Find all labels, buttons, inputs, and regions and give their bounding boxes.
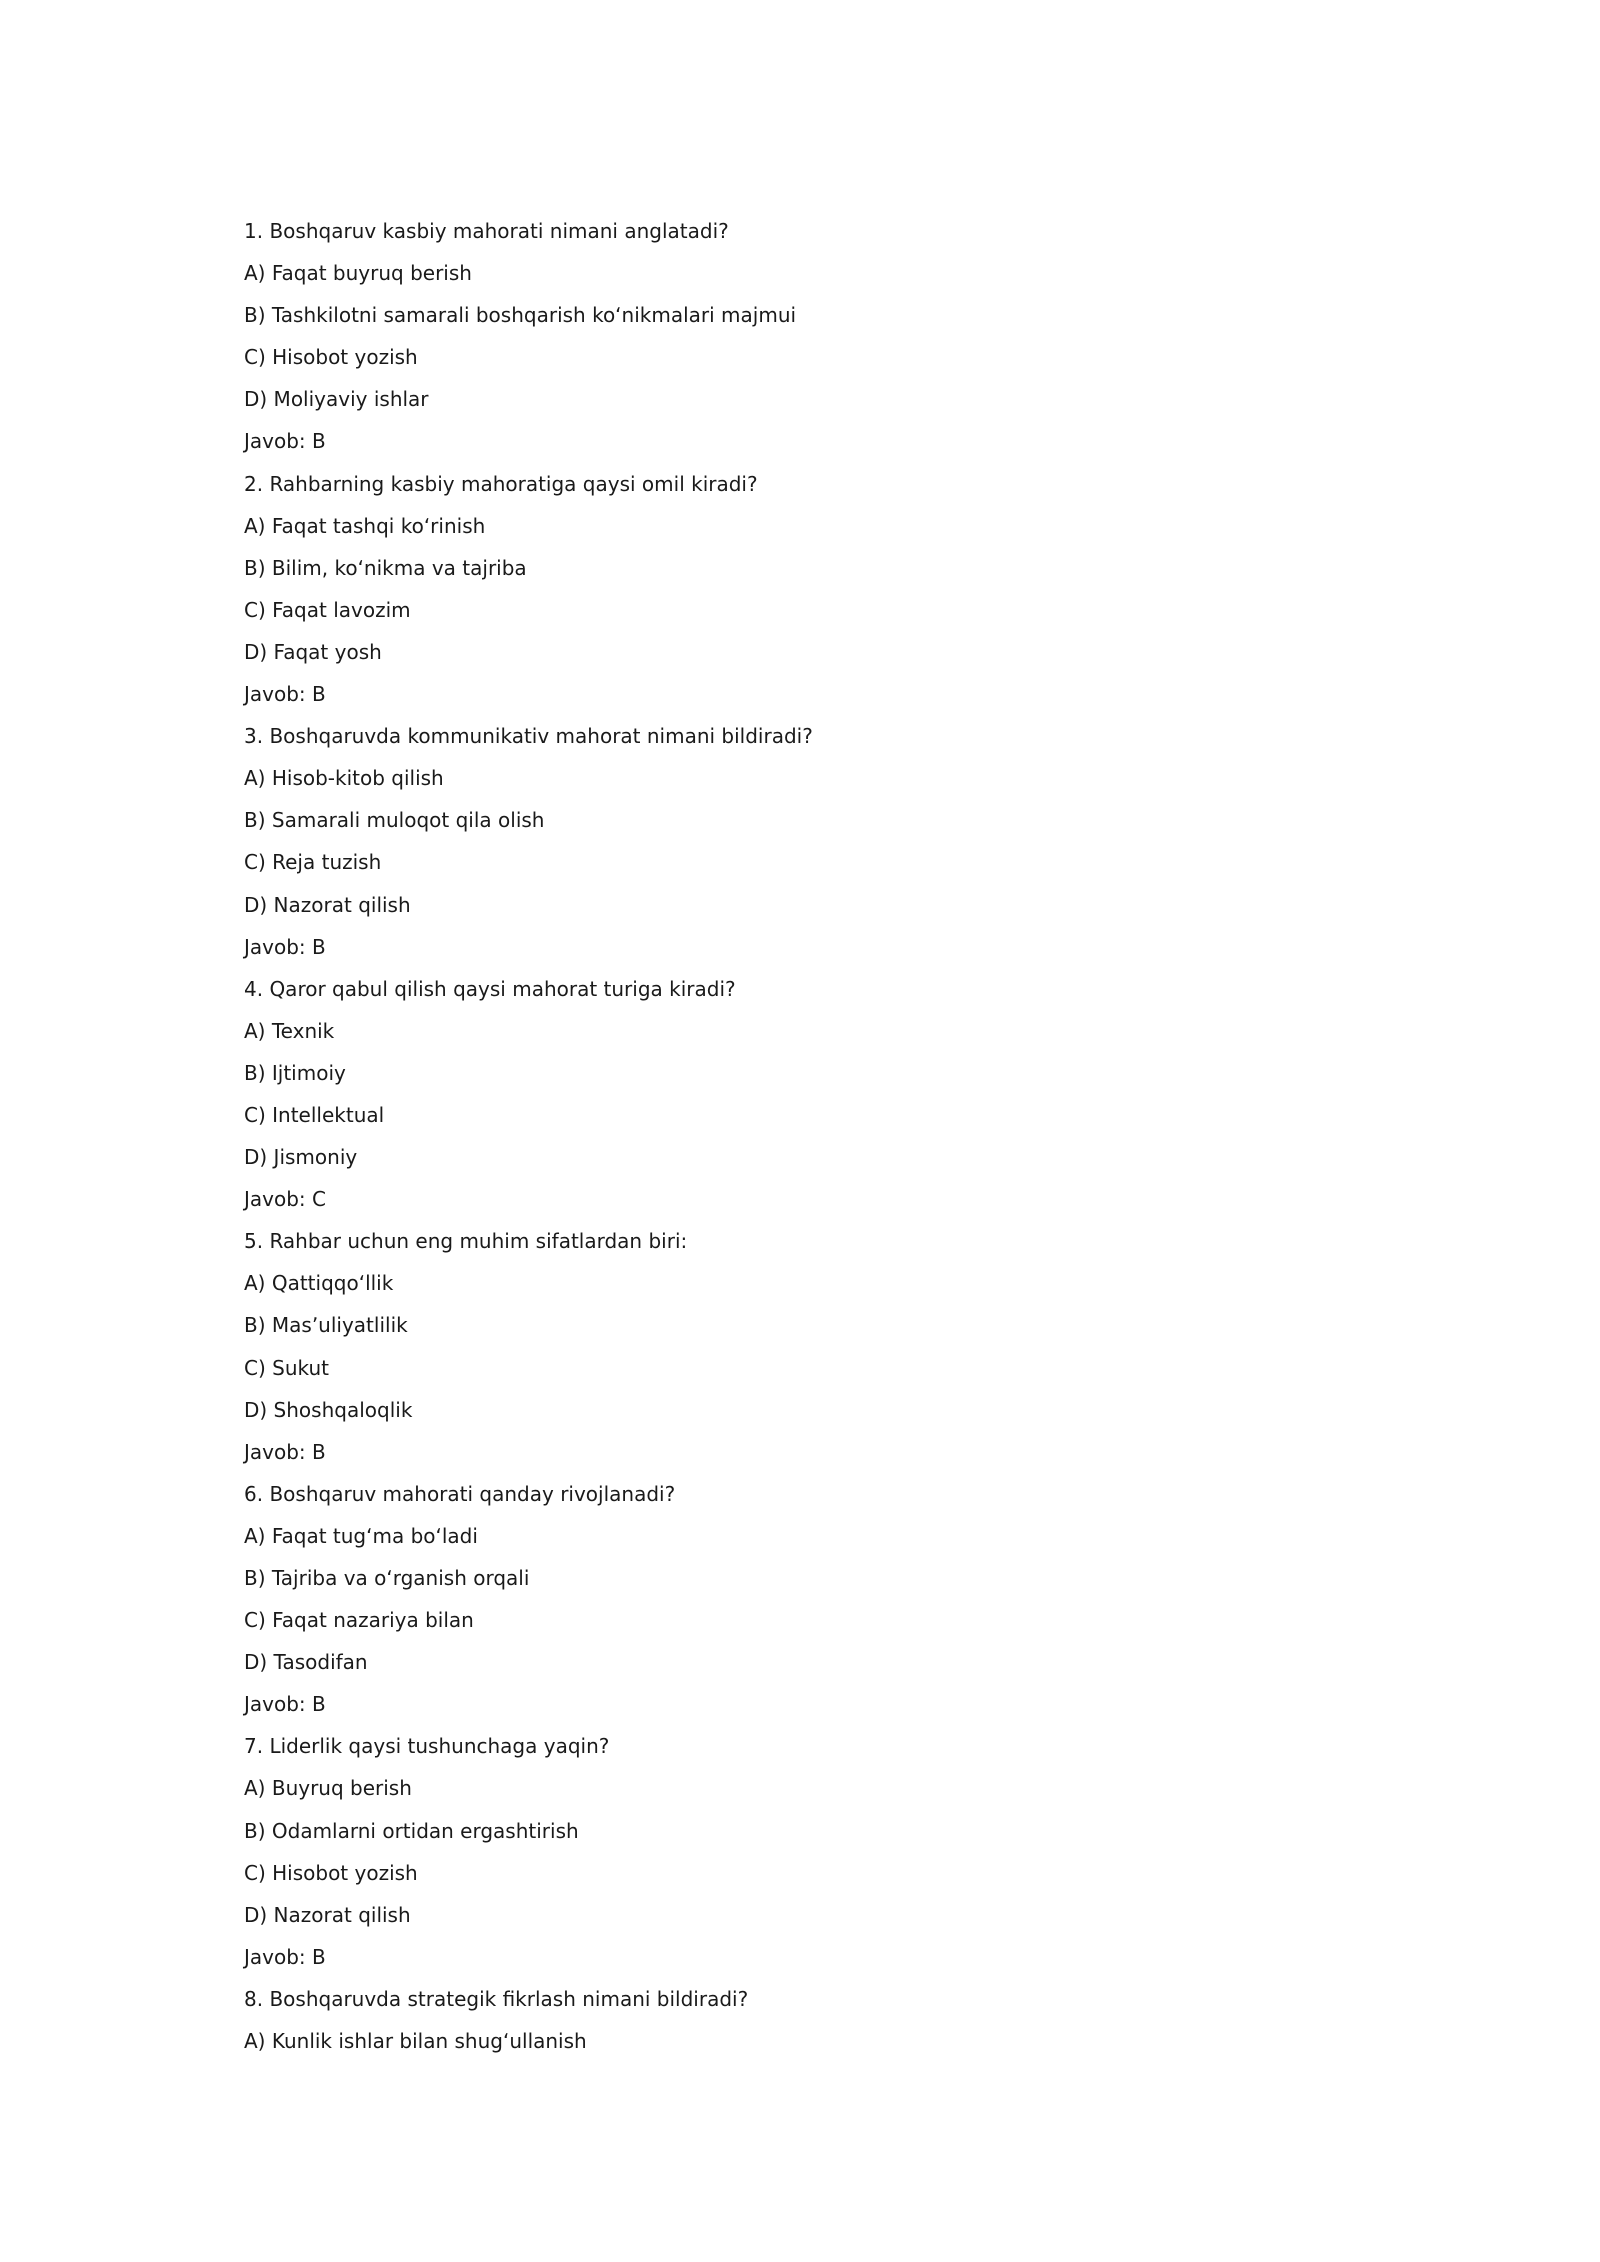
question-text: 1. Boshqaruv kasbiy mahorati nimani anglatadi? [244, 219, 729, 243]
option-d: D) Nazorat qilish [244, 1902, 411, 1927]
option-b: B) Tajriba va oʻrganish orqali [244, 1566, 530, 1590]
option-c: C) Hisobot yozish [244, 1860, 418, 1885]
option-c: C) Faqat lavozim [244, 597, 411, 622]
question-text: 2. Rahbarning kasbiy mahoratiga qaysi omil kiradi? [244, 471, 758, 496]
option-b: B) Masʼuliyatlilik [244, 1313, 408, 1338]
option-b: B) Tashkilotni samarali boshqarish koʻnikmalari majmui [244, 303, 797, 328]
option-b: B) Odamlarni ortidan ergashtirish [244, 1818, 579, 1843]
option-b: B) Ijtimoiy [244, 1060, 346, 1085]
answer-text: Javob: B [244, 682, 326, 707]
answer-text: Javob: B [244, 1692, 326, 1717]
answer-text: Javob: B [244, 1944, 326, 1969]
question-block [244, 719, 1444, 972]
question-block [244, 1477, 1444, 1730]
question-text: 7. Liderlik qaysi tushunchaga yaqin? [244, 1734, 610, 1759]
option-a: A) Faqat tashqi koʻrinish [244, 513, 486, 538]
option-a: A) Texnik [244, 1018, 335, 1043]
answer-text: Javob: C [244, 1187, 326, 1212]
option-c: C) Hisobot yozish [244, 345, 418, 370]
option-a: A) Kunlik ishlar bilan shugʻullanish [244, 2029, 587, 2054]
option-d: D) Moliyaviy ishlar [244, 387, 429, 412]
question-block [244, 1224, 1444, 1477]
question-text: 3. Boshqaruvda kommunikativ mahorat nimani bildiradi? [244, 724, 813, 749]
question-block [244, 1982, 1444, 2066]
option-d: D) Tasodifan [244, 1650, 368, 1675]
question-text: 5. Rahbar uchun eng muhim sifatlardan biri: [244, 1229, 688, 1254]
option-d: D) Jismoniy [244, 1145, 358, 1170]
question-block [244, 972, 1444, 1225]
option-c: C) Sukut [244, 1355, 329, 1380]
option-a: A) Faqat buyruq berish [244, 261, 472, 286]
option-b: B) Bilim, koʻnikma va tajriba [244, 555, 527, 580]
option-a: A) Qattiqqoʻllik [244, 1271, 394, 1296]
answer-text: Javob: B [244, 429, 326, 454]
option-d: D) Shoshqaloqlik [244, 1397, 413, 1422]
question-block [244, 467, 1444, 720]
option-c: C) Faqat nazariya bilan [244, 1608, 474, 1633]
option-a: A) Faqat tugʻma boʻladi [244, 1523, 478, 1548]
answer-text: Javob: B [244, 934, 326, 959]
option-c: C) Reja tuzish [244, 850, 382, 875]
option-a: A) Hisob-kitob qilish [244, 766, 444, 791]
question-text: 6. Boshqaruv mahorati qanday rivojlanadi? [244, 1481, 676, 1506]
question-block [244, 1729, 1444, 1982]
question-text: 8. Boshqaruvda strategik fikrlash nimani bildiradi? [244, 1986, 749, 2011]
answer-text: Javob: B [244, 1439, 326, 1464]
option-c: C) Intellektual [244, 1102, 385, 1127]
option-a: A) Buyruq berish [244, 1776, 412, 1801]
quiz-content [244, 214, 1444, 2066]
option-b: B) Samarali muloqot qila olish [244, 808, 545, 833]
option-d: D) Nazorat qilish [244, 892, 411, 917]
question-text: 4. Qaror qabul qilish qaysi mahorat turiga kiradi? [244, 976, 736, 1001]
option-d: D) Faqat yosh [244, 639, 382, 664]
question-block [244, 214, 1444, 467]
